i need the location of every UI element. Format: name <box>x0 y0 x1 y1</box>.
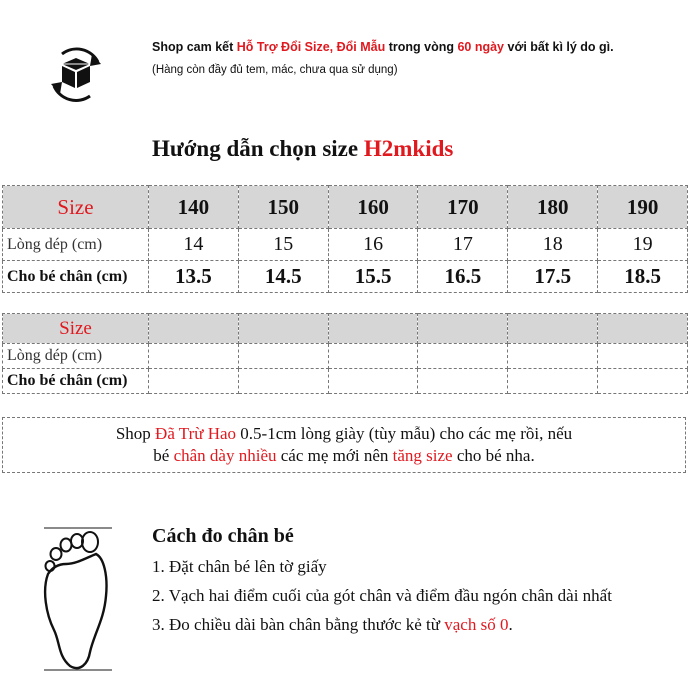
note-highlight: chân dày nhiều <box>173 446 277 465</box>
foot-cell <box>508 369 598 394</box>
foot-outline-icon <box>38 524 118 674</box>
note-text: bé <box>153 446 174 465</box>
note-line-2 <box>3 445 685 467</box>
guarantee-highlight-days: 60 ngày <box>457 40 505 54</box>
size-cell: 180 <box>508 186 598 229</box>
foot-row-label: Cho bé chân (cm) <box>3 261 149 293</box>
size-header-label: Size <box>3 186 149 229</box>
note-highlight: Đã Trừ Hao <box>155 424 237 443</box>
step3-text: 3. Đo chiều dài bàn chân bằng thước kẻ từ <box>152 615 445 634</box>
guarantee-text-1: Shop cam kết <box>152 40 237 54</box>
foot-cell: 18.5 <box>598 261 688 293</box>
blank-size-table <box>2 313 688 394</box>
insole-cell: 19 <box>598 229 688 261</box>
insole-cell: 16 <box>328 229 418 261</box>
table-row <box>3 261 688 293</box>
insole-cell <box>328 344 418 369</box>
foot-cell <box>238 369 328 394</box>
table-row <box>3 186 688 229</box>
size-cell <box>508 314 598 344</box>
size-cell <box>598 314 688 344</box>
table-row <box>3 314 688 344</box>
foot-cell: 15.5 <box>328 261 418 293</box>
size-cell <box>149 314 239 344</box>
guarantee-condition: (Hàng còn đầy đủ tem, mác, chưa qua sử dụng) <box>152 64 398 76</box>
note-text: 0.5-1cm lòng giày (tùy mẫu) cho các mẹ rồi, nếu <box>236 424 573 443</box>
guarantee-highlight-exchange: Hỗ Trợ Đổi Size, Đổi Mẫu <box>236 40 386 54</box>
size-cell: 170 <box>418 186 508 229</box>
size-cell: 140 <box>149 186 239 229</box>
guarantee-line <box>152 40 614 54</box>
insole-cell <box>418 344 508 369</box>
foot-cell: 14.5 <box>238 261 328 293</box>
note-text: Shop <box>115 424 156 443</box>
size-table <box>2 185 688 293</box>
step3-highlight: vạch số 0 <box>444 615 509 634</box>
foot-cell: 13.5 <box>149 261 239 293</box>
foot-cell <box>598 369 688 394</box>
step3-text: . <box>508 615 513 634</box>
foot-row-label: Cho bé chân (cm) <box>3 369 149 394</box>
size-cell: 190 <box>598 186 688 229</box>
measure-title: Cách đo chân bé <box>152 525 294 547</box>
foot-cell <box>149 369 239 394</box>
foot-cell: 17.5 <box>508 261 598 293</box>
foot-cell <box>418 369 508 394</box>
size-cell: 150 <box>238 186 328 229</box>
measure-step-2: 2. Vạch hai điểm cuối của gót chân và điểm đầu ngón chân dài nhất <box>152 586 612 605</box>
guarantee-text-2: trong vòng <box>385 40 458 54</box>
table-row <box>3 344 688 369</box>
foot-cell <box>328 369 418 394</box>
page-title <box>152 136 453 162</box>
table-row <box>3 369 688 394</box>
insole-cell: 18 <box>508 229 598 261</box>
note-text: các mẹ mới nên <box>276 446 393 465</box>
size-header-label: Size <box>3 314 149 344</box>
note-line-1 <box>3 423 685 445</box>
table-row <box>3 229 688 261</box>
guarantee-text-3: với bất kì lý do gì. <box>504 40 614 54</box>
insole-cell <box>598 344 688 369</box>
insole-cell: 17 <box>418 229 508 261</box>
insole-row-label: Lòng dép (cm) <box>3 229 149 261</box>
measure-step-1: 1. Đặt chân bé lên tờ giấy <box>152 557 327 576</box>
insole-cell <box>238 344 328 369</box>
size-cell: 160 <box>328 186 418 229</box>
insole-row-label: Lòng dép (cm) <box>3 344 149 369</box>
insole-cell: 15 <box>238 229 328 261</box>
note-text: cho bé nha. <box>452 446 535 465</box>
insole-cell <box>508 344 598 369</box>
size-cell <box>328 314 418 344</box>
title-text: Hướng dẫn chọn size <box>152 136 364 161</box>
foot-cell: 16.5 <box>418 261 508 293</box>
box-exchange-icon <box>46 40 106 108</box>
size-cell <box>238 314 328 344</box>
brand-name: H2mkids <box>363 136 454 161</box>
insole-cell <box>149 344 239 369</box>
note-highlight: tăng size <box>392 446 453 465</box>
sizing-note <box>2 417 686 473</box>
measure-step-3 <box>152 615 513 635</box>
size-cell <box>418 314 508 344</box>
insole-cell: 14 <box>149 229 239 261</box>
